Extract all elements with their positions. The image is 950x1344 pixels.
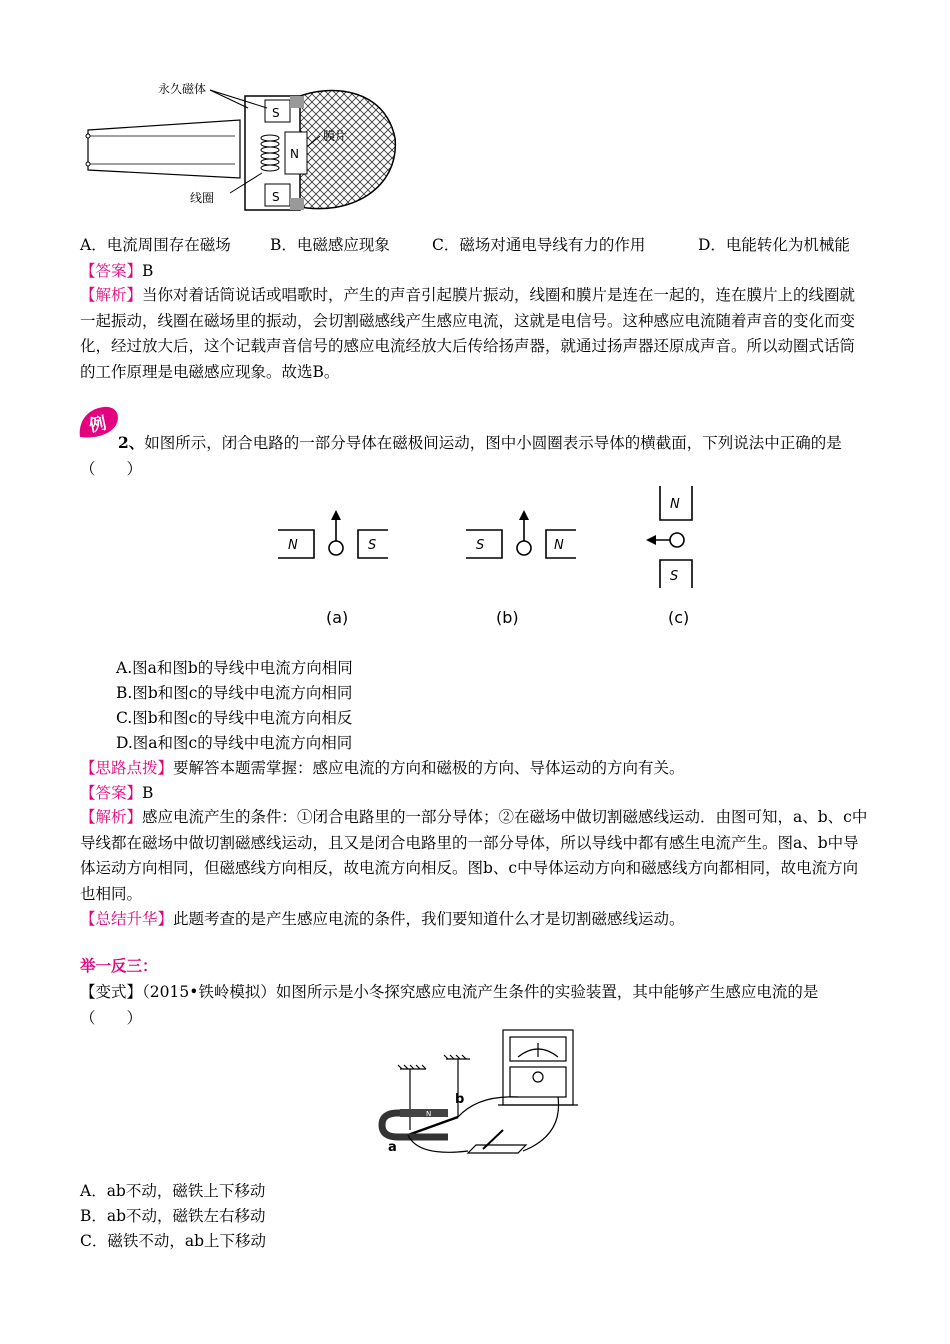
label-a: a	[388, 1140, 397, 1155]
practice-option-b: B．ab不动，磁铁左右移动	[80, 1207, 266, 1225]
experiment-apparatus	[378, 1025, 583, 1165]
q2-analysis-tag: 【解析】	[80, 808, 143, 826]
q1-answer-value: B	[142, 262, 154, 280]
q1-analysis-text: 当你对着话筒说话或唱歌时，产生的声音引起膜片振动，线圈和膜片是连在一起的，连在膜片上的线圈就一起振动，线圈在磁场里的振动，会切割磁感线产生感应电流，这就是电信号。这种感应电流随着声音的变化而变化，经过放大后，这个记载声音信号的感应电流经放大后传给扬声器，就通过扬声器还原成声音。所以动圈式话筒的工作原理是电磁感应现象。故选B。	[80, 286, 856, 381]
label-coil: 线圈	[190, 191, 215, 205]
label-pole-s-top: S	[272, 106, 280, 120]
q2-hint	[80, 757, 685, 779]
q2-answer	[80, 782, 153, 804]
q1-option-a: A．电流周围存在磁场	[80, 236, 231, 254]
fig-a-right-pole: S	[368, 538, 377, 553]
switch	[468, 1145, 526, 1153]
q2-stem	[80, 430, 870, 482]
label-b: b	[455, 1092, 465, 1107]
q1-answer	[80, 260, 153, 282]
q2-analysis-text: 感应电流产生的条件：①闭合电路里的一部分导体；②在磁场中做切割磁感线运动．由图可知，a、b、c中导线都在磁场中做切割磁感线运动，且又是闭合电路里的一部分导体，所以导线中都有感生电流产生。图a、b中导体运动方向相同，但磁感线方向相反，故电流方向相反。图b、c中导体运动方向和磁感线方向都相同，故电流方向也相同。	[80, 808, 868, 903]
fig-c-arrow	[646, 535, 656, 545]
q2-hint-tag: 【思路点拨】	[80, 759, 174, 777]
practice-option-a: A．ab不动，磁铁上下移动	[80, 1182, 266, 1200]
fig-a-conductor	[329, 541, 343, 555]
fig-c-top-pole: N	[670, 497, 680, 512]
q2-option-a: A.图a和图b的导线中电流方向相同	[116, 659, 353, 677]
fig-b-arrow	[519, 510, 529, 520]
mic-handle	[88, 120, 240, 178]
q1-option-c: C．磁场对通电导线有力的作用	[432, 236, 646, 254]
q2-analysis	[80, 805, 870, 907]
practice-variant-tag: 【变式】	[80, 983, 143, 1001]
q2-option-c: C.图b和图c的导线中电流方向相反	[116, 709, 353, 727]
q1-options	[80, 234, 850, 256]
q1-analysis-tag: 【解析】	[80, 286, 143, 304]
q1-answer-tag: 【答案】	[80, 262, 143, 280]
q2-stem-text: 如图所示，闭合电路的一部分导体在磁极间运动，图中小圆圈表示导体的横截面，下列说法中正确的是（ ）	[80, 434, 842, 478]
mic-dome	[295, 91, 395, 209]
q2-option-d: D.图a和图c的导线中电流方向相同	[116, 734, 353, 752]
fig-a-arrow	[331, 510, 341, 520]
q1-analysis	[80, 283, 870, 385]
fig-b-conductor	[517, 541, 531, 555]
practice-heading: 举一反三：	[80, 956, 158, 975]
fig-b-caption: (b)	[496, 608, 519, 627]
microphone-diagram	[80, 78, 410, 218]
fig-a-caption: (a)	[326, 608, 349, 627]
label-magnet: 永久磁体	[158, 82, 207, 96]
label-pole-n: N	[290, 147, 299, 161]
q2-summary-tag: 【总结升华】	[80, 910, 174, 928]
q2-number: 2、	[118, 433, 145, 452]
practice-option-c: C．磁铁不动，ab上下移动	[80, 1232, 267, 1250]
q2-summary	[80, 908, 685, 930]
q2-answer-value: B	[142, 784, 154, 802]
label-diaphragm: 膜片	[323, 129, 348, 143]
label-magnet-n: N	[426, 1110, 432, 1118]
practice-stem-text: （2015•铁岭模拟）如图所示是小冬探究感应电流产生条件的实验装置，其中能够产生感应电流的是（ ）	[80, 983, 819, 1027]
practice-stem	[80, 980, 870, 1031]
fig-a-left-pole: N	[288, 538, 298, 553]
q2-magnet-figure	[270, 478, 710, 638]
q1-option-d: D．电能转化为机械能	[698, 236, 850, 254]
label-pole-s-bottom: S	[272, 190, 280, 204]
fig-c-caption: (c)	[668, 608, 690, 627]
fig-c-conductor	[670, 533, 684, 547]
q2-option-b: B.图b和图c的导线中电流方向相同	[116, 684, 353, 702]
fig-b-right-pole: N	[554, 538, 564, 553]
example-badge-text: 例	[87, 413, 109, 437]
q2-summary-text: 此题考查的是产生感应电流的条件，我们要知道什么才是切割磁感线运动。	[173, 910, 685, 928]
q1-option-b: B．电磁感应现象	[270, 236, 390, 254]
fig-c-bottom-pole: S	[670, 569, 679, 584]
q2-answer-tag: 【答案】	[80, 784, 143, 802]
fig-b-left-pole: S	[476, 538, 485, 553]
q2-hint-text: 要解答本题需掌握：感应电流的方向和磁极的方向、导体运动的方向有关。	[173, 759, 685, 777]
